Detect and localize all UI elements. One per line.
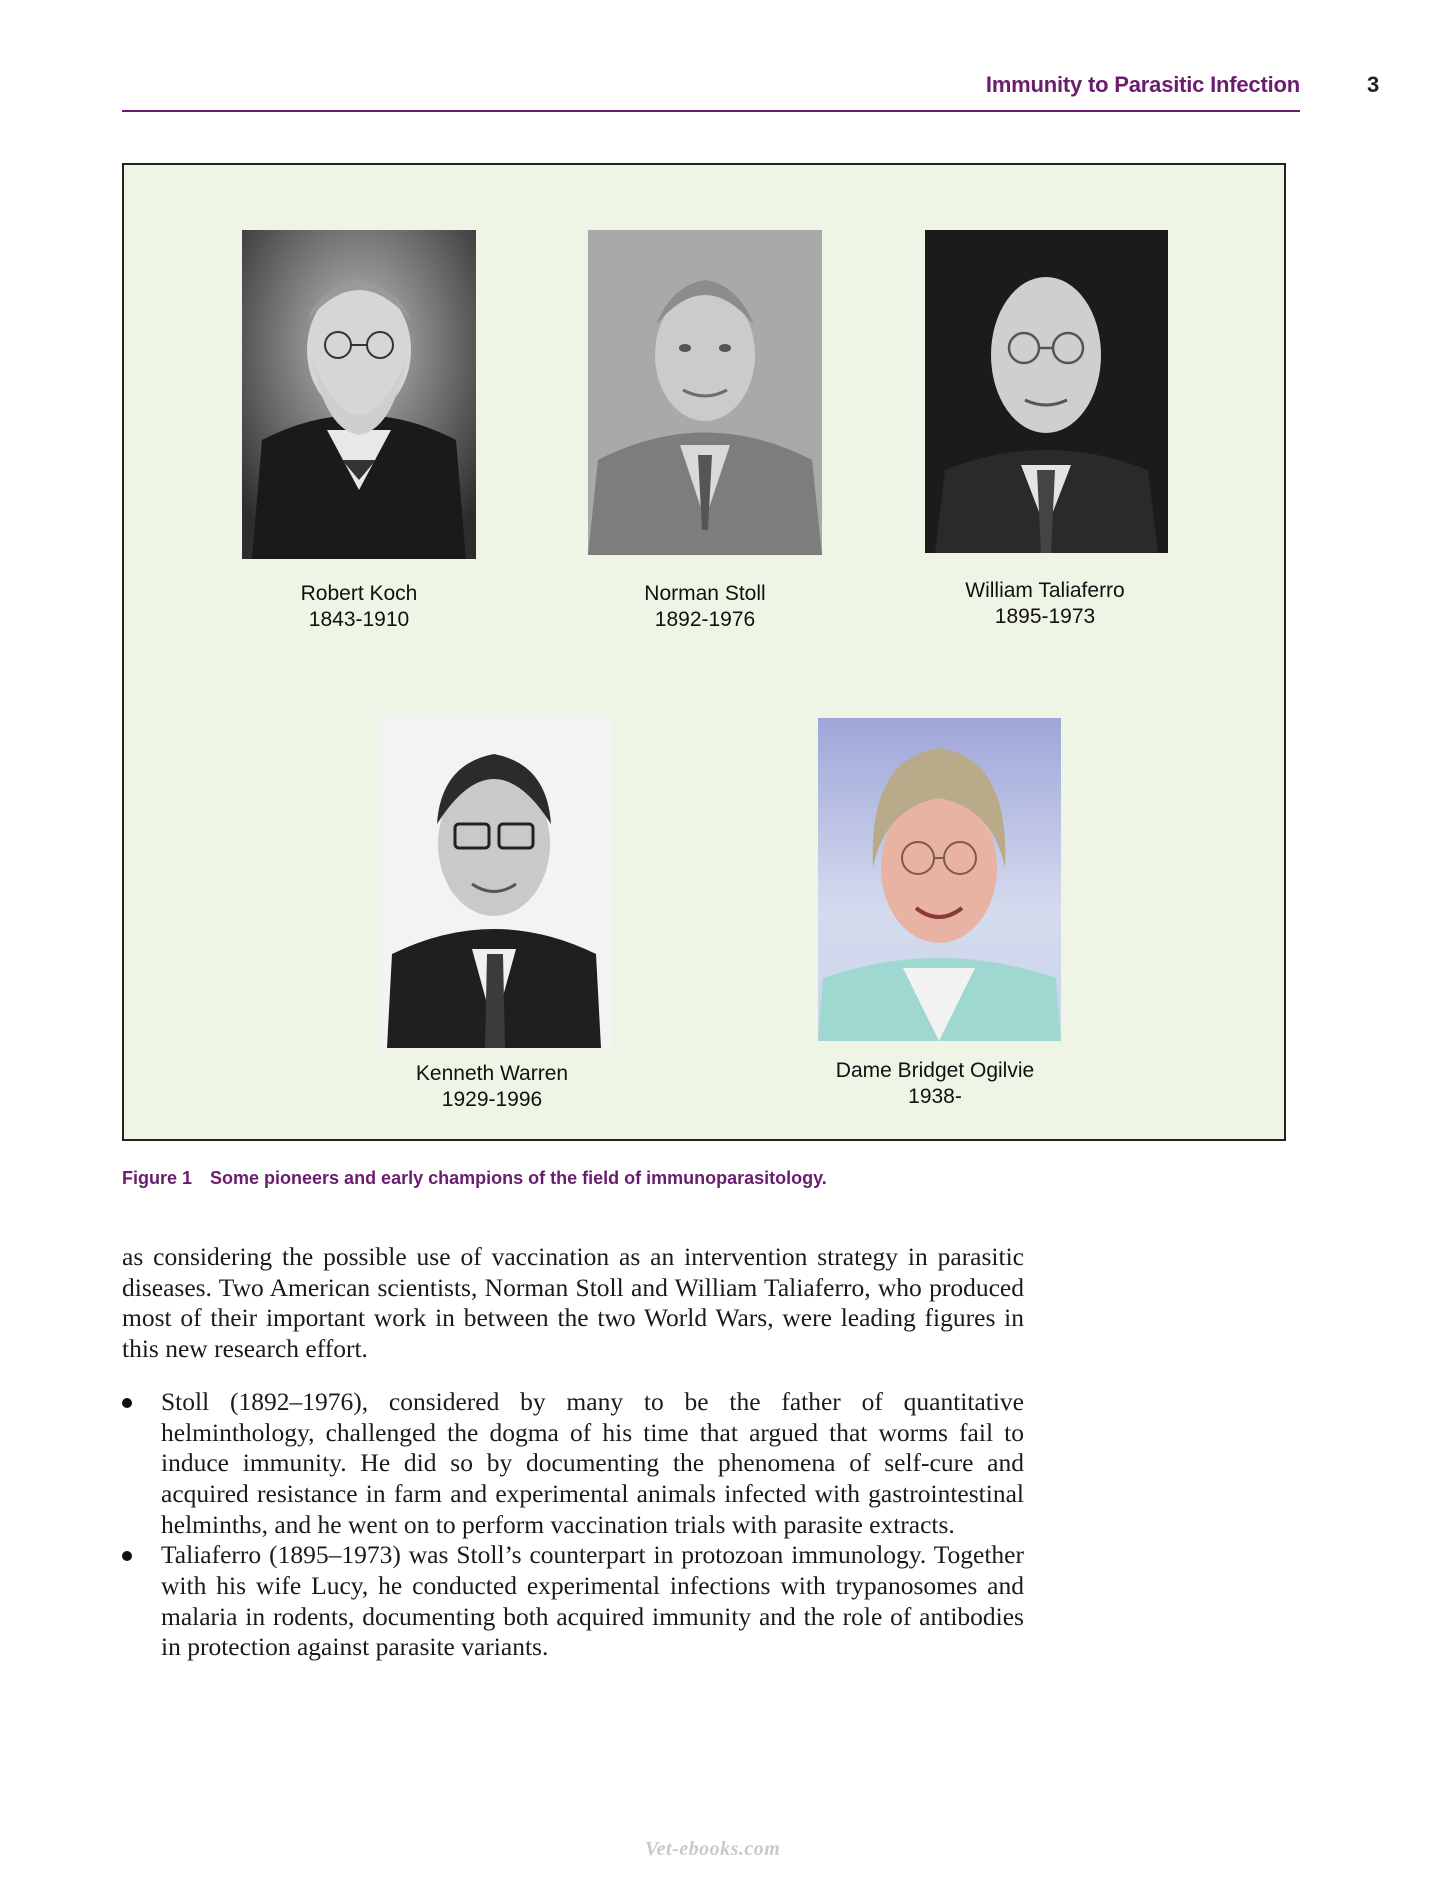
- figure-panel: [122, 163, 1286, 1141]
- person-years: 1929-1996: [441, 1088, 543, 1111]
- portrait-william-taliaferro: [925, 230, 1168, 553]
- watermark: Vet-ebooks.com: [645, 1838, 781, 1860]
- bullet-list: [122, 1387, 1024, 1663]
- figure-caption-text: Some pioneers and early champions of the field of immunoparasitology.: [210, 1168, 827, 1188]
- person-name: Robert Koch: [300, 582, 418, 605]
- caption-robert-koch: [209, 581, 509, 633]
- figure-caption: [122, 1168, 827, 1189]
- figure-label: Figure 1: [122, 1168, 193, 1188]
- person-name: Kenneth Warren: [415, 1062, 569, 1085]
- running-header: [122, 70, 1300, 112]
- person-name: Dame Bridget Ogilvie: [835, 1059, 1035, 1082]
- body-text: [122, 1242, 1024, 1663]
- caption-dame-bridget-ogilvie: [785, 1058, 1085, 1110]
- person-years: 1938-: [908, 1085, 962, 1108]
- portrait-kenneth-warren: [377, 714, 611, 1048]
- person-years: 1892-1976: [654, 608, 756, 631]
- running-title: Immunity to Parasitic Infection: [985, 72, 1300, 97]
- bullet-text: Taliaferro (1895–1973) was Stoll’s counterpart in protozoan immunology. Together with his wife Lucy, he conducted experimental infections with trypanosomes and malaria in rodents, documenting both acquired immunity and the role of antibodies in protection against parasite variants.: [161, 1540, 1024, 1662]
- person-years: 1895-1973: [994, 605, 1096, 628]
- caption-william-taliaferro: [895, 578, 1195, 630]
- portrait-norman-stoll: [588, 230, 822, 555]
- bullet-dot-icon: [122, 1551, 132, 1561]
- caption-norman-stoll: [555, 581, 855, 633]
- person-name: William Taliaferro: [965, 579, 1125, 602]
- caption-kenneth-warren: [342, 1061, 642, 1113]
- bullet-text: Stoll (1892–1976), considered by many to be the father of quantitative helminthology, challenged the dogma of his time that argued that worms fail to induce immunity. He did so by documenting the phenomena of self-cure and acquired resistance in farm and experimental animals infected with gastrointestinal helminths, and he went on to perform vaccination trials with parasite extracts.: [161, 1386, 1024, 1539]
- body-paragraph: as considering the possible use of vaccination as an intervention strategy in parasitic diseases. Two American scientists, Norman Stoll and William Taliaferro, who produced most of their important work in between the two World Wars, were leading figures in this new research effort.: [122, 1242, 1024, 1364]
- portrait-robert-koch: [242, 230, 476, 559]
- person-years: 1843-1910: [308, 608, 410, 631]
- bullet-item: [122, 1540, 1024, 1663]
- bullet-item: [122, 1387, 1024, 1541]
- person-name: Norman Stoll: [644, 582, 766, 605]
- bullet-dot-icon: [122, 1398, 132, 1408]
- portrait-dame-bridget-ogilvie: [818, 718, 1061, 1041]
- page-number: 3: [1367, 72, 1380, 97]
